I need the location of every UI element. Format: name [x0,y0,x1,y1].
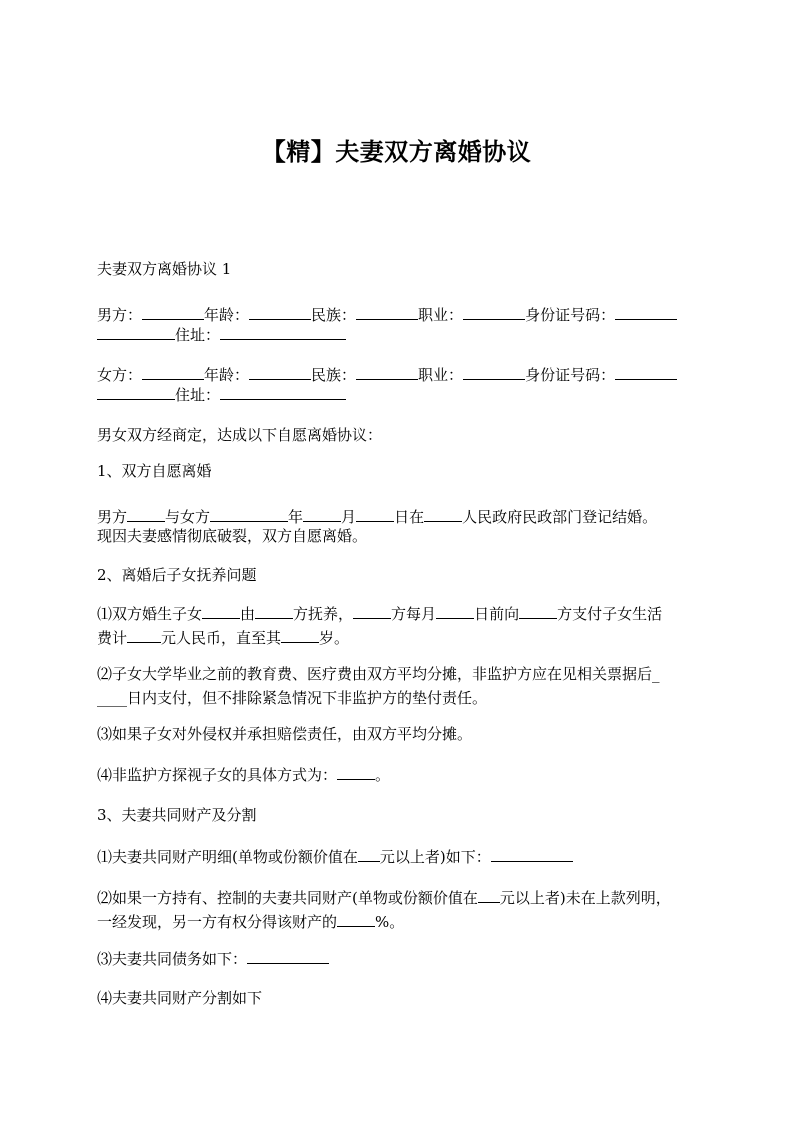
woman-id-label: 身份证号码： [525,366,616,384]
blank [210,506,288,522]
section-2-item-1-line-1 [97,603,697,624]
text-segment: 人民政府民政部门登记结婚。 [462,508,658,526]
text-segment: 月 [341,508,357,526]
woman-job-blank [463,364,525,380]
section-3-item-3 [97,948,697,969]
blank [127,506,165,522]
text-segment: 岁。 [319,629,350,647]
text-segment: ⑴夫妻共同财产明细(单物或份额价值在 [97,848,358,866]
text-segment: 日在 [394,508,425,526]
section-3-item-4: ⑷夫妻共同财产分割如下 [97,989,263,1007]
man-label: 男方： [97,306,143,324]
woman-job-label: 职业： [418,366,464,384]
section-2-item-1-line-2 [97,627,697,648]
text-segment: ⑶夫妻共同债务如下： [97,950,248,968]
text-segment: 方抚养， [293,605,354,623]
section-2-item-2-line-1: ⑵子女大学毕业之前的教育费、医疗费由双方平均分摊，非监护方应在见相关票据后_ [97,665,660,683]
blank [337,911,375,927]
man-age-blank [249,304,311,320]
woman-info-line-1 [97,364,697,385]
text-segment: %。 [375,913,405,931]
text-segment: 元以上者)如下： [379,848,491,866]
text-segment: ⑴双方婚生子女 [97,605,203,623]
man-ethnic-label: 民族： [311,306,357,324]
text-segment: ⑵如果一方持有、控制的夫妻共同财产(单物或份额价值在 [97,889,478,907]
text-segment: 男方 [97,508,128,526]
man-age-label: 年龄： [204,306,250,324]
agreement-intro: 男女双方经商定，达成以下自愿离婚协议： [97,426,383,444]
text-segment: 日前向 [474,605,520,623]
text-segment: 费计 [97,629,128,647]
woman-id-blank-cont [97,384,175,400]
blank [247,948,329,964]
blank [436,603,474,619]
text-segment: 由 [240,605,256,623]
man-addr-label: 住址： [175,326,221,344]
blank [491,846,573,862]
woman-name-blank [142,364,204,380]
blank [127,627,161,643]
blank [424,506,462,522]
blank [478,887,500,903]
man-ethnic-blank [356,304,418,320]
blank [202,603,240,619]
woman-ethnic-blank [356,364,418,380]
text-segment: 方支付子女生活 [557,605,663,623]
text-segment: 方每月 [391,605,437,623]
blank [358,846,380,862]
man-info-line-1 [97,304,697,325]
section-3-item-1 [97,846,697,867]
man-id-label: 身份证号码： [525,306,616,324]
section-2-item-3: ⑶如果子女对外侵权并承担赔偿责任，由双方平均分摊。 [97,725,473,743]
blank [519,603,557,619]
blank [356,506,394,522]
section-2-item-2-line-2: ____日内支付，但不排除紧急情况下非监护方的垫付责任。 [97,689,488,707]
blank [303,506,341,522]
blank [281,627,319,643]
text-segment: 。 [375,766,391,784]
woman-age-blank [249,364,311,380]
section-1-line-1 [97,506,697,527]
text-segment: 一经发现，另一方有权分得该财产的 [97,913,338,931]
woman-label: 女方： [97,366,143,384]
section-3-item-2-line-2 [97,911,697,932]
section-3-heading: 3、夫妻共同财产及分割 [97,806,257,824]
text-segment: 与女方 [165,508,211,526]
section-2-heading: 2、离婚后子女抚养问题 [97,566,257,584]
section-1-heading: 1、双方自愿离婚 [97,462,212,480]
man-info-line-2 [97,324,697,345]
text-segment: 年 [288,508,304,526]
man-job-blank [463,304,525,320]
woman-ethnic-label: 民族： [311,366,357,384]
man-addr-blank [220,324,346,340]
woman-info-line-2 [97,384,697,405]
woman-id-blank [615,364,677,380]
agreement-subtitle: 夫妻双方离婚协议 1 [97,260,232,278]
blank [255,603,293,619]
document-title: 【精】夫妻双方离婚协议 [261,138,532,166]
section-2-item-4 [97,764,697,785]
section-3-item-2-line-1 [97,887,697,908]
blank [337,764,375,780]
man-id-blank-cont [97,324,175,340]
text-segment: ⑷非监护方探视子女的具体方式为： [97,766,338,784]
blank [353,603,391,619]
section-1-line-2: 现因夫妻感情彻底破裂，双方自愿离婚。 [97,527,368,545]
text-segment: 元以上者)未在上款列明， [499,889,671,907]
woman-addr-blank [220,384,346,400]
man-job-label: 职业： [418,306,464,324]
woman-addr-label: 住址： [175,386,221,404]
text-segment: 元人民币，直至其 [161,629,282,647]
man-name-blank [142,304,204,320]
woman-age-label: 年龄： [204,366,250,384]
man-id-blank [615,304,677,320]
